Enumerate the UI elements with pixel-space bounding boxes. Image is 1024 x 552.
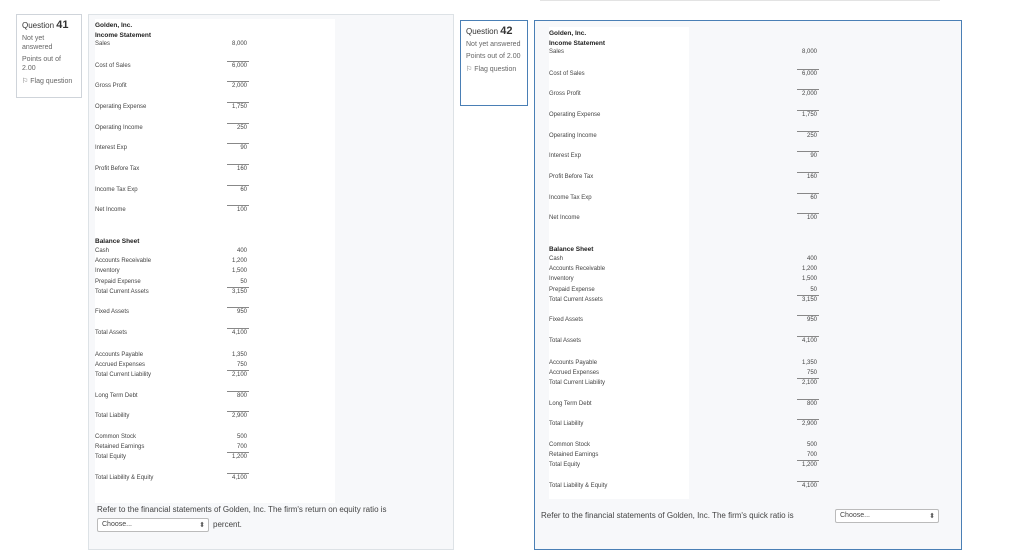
row-rule [227, 61, 249, 62]
row-value: 750 [236, 362, 247, 368]
row-rule [797, 89, 819, 90]
statement-row [95, 413, 335, 423]
statement-row [95, 362, 335, 372]
row-value: 2,000 [231, 83, 247, 89]
row-label: Interest Exp [549, 153, 582, 159]
statement-row [95, 289, 335, 299]
row-rule [227, 185, 249, 186]
statement-row [95, 63, 335, 73]
row-value: 250 [236, 125, 247, 131]
row-label: Operating Expense [549, 112, 601, 118]
flag-icon: ⚐ [22, 78, 29, 85]
row-label: Gross Profit [95, 83, 127, 89]
statement-row [95, 352, 335, 362]
row-label: Total Current Assets [95, 289, 149, 295]
row-rule [227, 370, 249, 371]
answer-select[interactable]: Choose... ⬍ [835, 509, 939, 523]
row-label: Total Current Liability [95, 372, 152, 378]
row-value: 400 [236, 248, 247, 254]
row-label: Prepaid Expense [549, 287, 595, 293]
row-label: Accounts Receivable [549, 266, 606, 272]
row-value: 800 [236, 393, 247, 399]
row-rule [227, 164, 249, 165]
statement-row [549, 421, 817, 431]
row-rule [227, 391, 249, 392]
row-rule [227, 102, 249, 103]
row-label: Fixed Assets [549, 317, 584, 323]
row-rule [227, 473, 249, 474]
statement-row [95, 258, 335, 268]
statement-row [549, 266, 817, 276]
question-41-info [16, 14, 82, 98]
statement-row [95, 248, 335, 258]
row-label: Long Term Debt [549, 401, 592, 407]
row-value: 4,100 [801, 483, 817, 489]
statement-row [95, 166, 335, 176]
row-rule [797, 378, 819, 379]
row-value: 90 [810, 153, 817, 159]
statement-row [95, 125, 335, 135]
row-value: 500 [806, 442, 817, 448]
row-label: Inventory [549, 276, 574, 282]
statement-row [95, 207, 335, 217]
row-value: 2,900 [801, 421, 817, 427]
statement-row [549, 297, 817, 307]
statement-row [549, 256, 817, 266]
row-rule [797, 213, 819, 214]
row-label: Total Liability & Equity [549, 483, 608, 489]
row-label: Cash [95, 248, 110, 254]
row-label: Common Stock [549, 442, 591, 448]
answer-select[interactable]: Choose... ⬍ [97, 518, 209, 532]
row-rule [797, 69, 819, 70]
row-value: 6,000 [231, 63, 247, 69]
row-value: 8,000 [231, 41, 247, 47]
row-rule [227, 123, 249, 124]
row-label: Total Liability [95, 413, 130, 419]
flag-icon: ⚐ [466, 66, 473, 73]
row-rule [797, 481, 819, 482]
row-rule [797, 193, 819, 194]
statement-heading: Balance Sheet [549, 246, 594, 253]
row-label: Prepaid Expense [95, 279, 141, 285]
row-value: 750 [806, 370, 817, 376]
statement-row [95, 104, 335, 114]
statement-row [549, 462, 817, 472]
row-rule [227, 205, 249, 206]
statement-row [549, 215, 817, 225]
row-label: Fixed Assets [95, 309, 130, 315]
statement-row [549, 49, 817, 59]
statement-row [549, 360, 817, 370]
row-label: Retained Earnings [95, 444, 145, 450]
question-prompt: Refer to the financial statements of Golden, Inc. The firm's quick ratio is [541, 511, 794, 520]
row-label: Common Stock [95, 434, 137, 440]
row-label: Total Current Liability [549, 380, 606, 386]
statement-row [549, 174, 817, 184]
row-value: 1,200 [231, 454, 247, 460]
statement-row [549, 380, 817, 390]
row-value: 700 [806, 452, 817, 458]
financial-statements [549, 27, 817, 499]
statement-row [95, 444, 335, 454]
statement-row [95, 393, 335, 403]
row-label: Interest Exp [95, 145, 128, 151]
row-rule [797, 131, 819, 132]
row-value: 100 [806, 215, 817, 221]
row-value: 50 [810, 287, 817, 293]
row-label: Cost of Sales [549, 71, 585, 77]
row-label: Total Liability [549, 421, 584, 427]
top-divider [540, 0, 940, 1]
row-rule [227, 452, 249, 453]
row-label: Total Current Assets [549, 297, 603, 303]
row-value: 2,100 [801, 380, 817, 386]
question-status: Not yet answered [22, 35, 53, 51]
question-41-content [88, 14, 454, 550]
row-label: Long Term Debt [95, 393, 138, 399]
row-rule [797, 419, 819, 420]
row-value: 8,000 [801, 49, 817, 55]
statement-row [95, 330, 335, 340]
statement-row [549, 442, 817, 452]
row-rule [797, 460, 819, 461]
row-rule [797, 151, 819, 152]
row-label: Gross Profit [549, 91, 581, 97]
row-value: 400 [806, 256, 817, 262]
row-label: Profit Before Tax [95, 166, 140, 172]
statement-row [95, 268, 335, 278]
row-rule [797, 315, 819, 316]
row-value: 60 [240, 187, 247, 193]
row-value: 1,350 [801, 360, 817, 366]
row-rule [797, 399, 819, 400]
statement-row [549, 287, 817, 297]
row-value: 3,150 [801, 297, 817, 303]
row-label: Accounts Receivable [95, 258, 152, 264]
row-rule [227, 328, 249, 329]
statement-row [95, 475, 335, 485]
row-rule [797, 172, 819, 173]
row-label: Operating Expense [95, 104, 147, 110]
row-value: 1,200 [801, 266, 817, 272]
row-label: Sales [549, 49, 565, 55]
row-value: 1,500 [231, 268, 247, 274]
answer-suffix: percent. [213, 520, 242, 529]
row-value: 60 [810, 195, 817, 201]
select-arrow-icon: ⬍ [929, 513, 935, 520]
row-value: 1,350 [231, 352, 247, 358]
row-label: Profit Before Tax [549, 174, 594, 180]
row-label: Cost of Sales [95, 63, 131, 69]
question-42-info [460, 20, 528, 106]
statement-heading: Golden, Inc. [549, 30, 587, 37]
row-value: 2,900 [231, 413, 247, 419]
statement-row [95, 372, 335, 382]
row-label: Accounts Payable [549, 360, 598, 366]
row-value: 1,500 [801, 276, 817, 282]
statement-row [549, 71, 817, 81]
row-value: 4,100 [231, 475, 247, 481]
statement-heading: Income Statement [95, 32, 151, 39]
row-value: 3,150 [231, 289, 247, 295]
row-label: Total Equity [95, 454, 127, 460]
statement-row [549, 91, 817, 101]
row-value: 500 [236, 434, 247, 440]
row-label: Income Tax Exp [549, 195, 592, 201]
row-value: 50 [240, 279, 247, 285]
row-label: Accounts Payable [95, 352, 144, 358]
question-status: Not yet answered [466, 41, 521, 48]
row-label: Operating Income [549, 133, 597, 139]
statement-row [549, 370, 817, 380]
row-value: 2,100 [231, 372, 247, 378]
statement-row [549, 317, 817, 327]
row-rule [227, 411, 249, 412]
row-label: Total Assets [549, 338, 582, 344]
row-label: Accrued Expenses [549, 370, 600, 376]
statement-row [95, 83, 335, 93]
question-number: Question 42 [466, 25, 513, 37]
row-rule [227, 81, 249, 82]
question-number: Question 41 [22, 19, 69, 31]
row-rule [797, 110, 819, 111]
row-value: 1,750 [801, 112, 817, 118]
statement-row [95, 145, 335, 155]
row-label: Total Liability & Equity [95, 475, 154, 481]
statement-row [549, 401, 817, 411]
statement-row [549, 483, 817, 493]
row-value: 160 [806, 174, 817, 180]
row-rule [797, 336, 819, 337]
row-rule [797, 295, 819, 296]
statement-row [95, 434, 335, 444]
row-label: Total Equity [549, 462, 581, 468]
financial-statements [95, 19, 335, 503]
row-rule [227, 143, 249, 144]
row-value: 6,000 [801, 71, 817, 77]
row-rule [227, 287, 249, 288]
statement-row [549, 276, 817, 286]
row-label: Net Income [549, 215, 580, 221]
statement-heading: Income Statement [549, 40, 605, 47]
statement-row [95, 279, 335, 289]
row-value: 100 [236, 207, 247, 213]
statement-heading: Balance Sheet [95, 238, 140, 245]
statement-row [95, 309, 335, 319]
row-label: Net Income [95, 207, 126, 213]
row-value: 800 [806, 401, 817, 407]
statement-row [549, 112, 817, 122]
flag-question-link[interactable]: ⚐ Flag question [22, 78, 73, 85]
row-value: 250 [806, 133, 817, 139]
question-points: Points out of 2.00 [466, 53, 521, 60]
row-value: 2,000 [801, 91, 817, 97]
row-label: Income Tax Exp [95, 187, 138, 193]
statement-row [95, 454, 335, 464]
statement-row [549, 133, 817, 143]
statement-row [95, 187, 335, 197]
statement-row [549, 452, 817, 462]
row-label: Inventory [95, 268, 120, 274]
row-value: 1,200 [231, 258, 247, 264]
row-label: Retained Earnings [549, 452, 599, 458]
row-value: 950 [236, 309, 247, 315]
question-prompt: Refer to the financial statements of Golden, Inc. The firm's return on equity ratio is [97, 505, 387, 514]
question-points: Points out of 2.00 [22, 56, 61, 72]
row-label: Sales [95, 41, 111, 47]
row-label: Total Assets [95, 330, 128, 336]
flag-question-link[interactable]: ⚐ Flag question [466, 66, 517, 73]
row-label: Operating Income [95, 125, 143, 131]
row-value: 1,200 [801, 462, 817, 468]
statement-row [549, 338, 817, 348]
row-label: Accrued Expenses [95, 362, 146, 368]
row-value: 1,750 [231, 104, 247, 110]
question-42-content [534, 20, 962, 550]
statement-row [95, 41, 335, 51]
row-label: Cash [549, 256, 564, 262]
statement-row [549, 153, 817, 163]
row-value: 4,100 [231, 330, 247, 336]
statement-heading: Golden, Inc. [95, 22, 133, 29]
row-rule [227, 307, 249, 308]
select-arrow-icon: ⬍ [199, 522, 205, 529]
row-value: 90 [240, 145, 247, 151]
row-value: 950 [806, 317, 817, 323]
row-value: 4,100 [801, 338, 817, 344]
statement-row [549, 195, 817, 205]
row-value: 700 [236, 444, 247, 450]
row-value: 160 [236, 166, 247, 172]
